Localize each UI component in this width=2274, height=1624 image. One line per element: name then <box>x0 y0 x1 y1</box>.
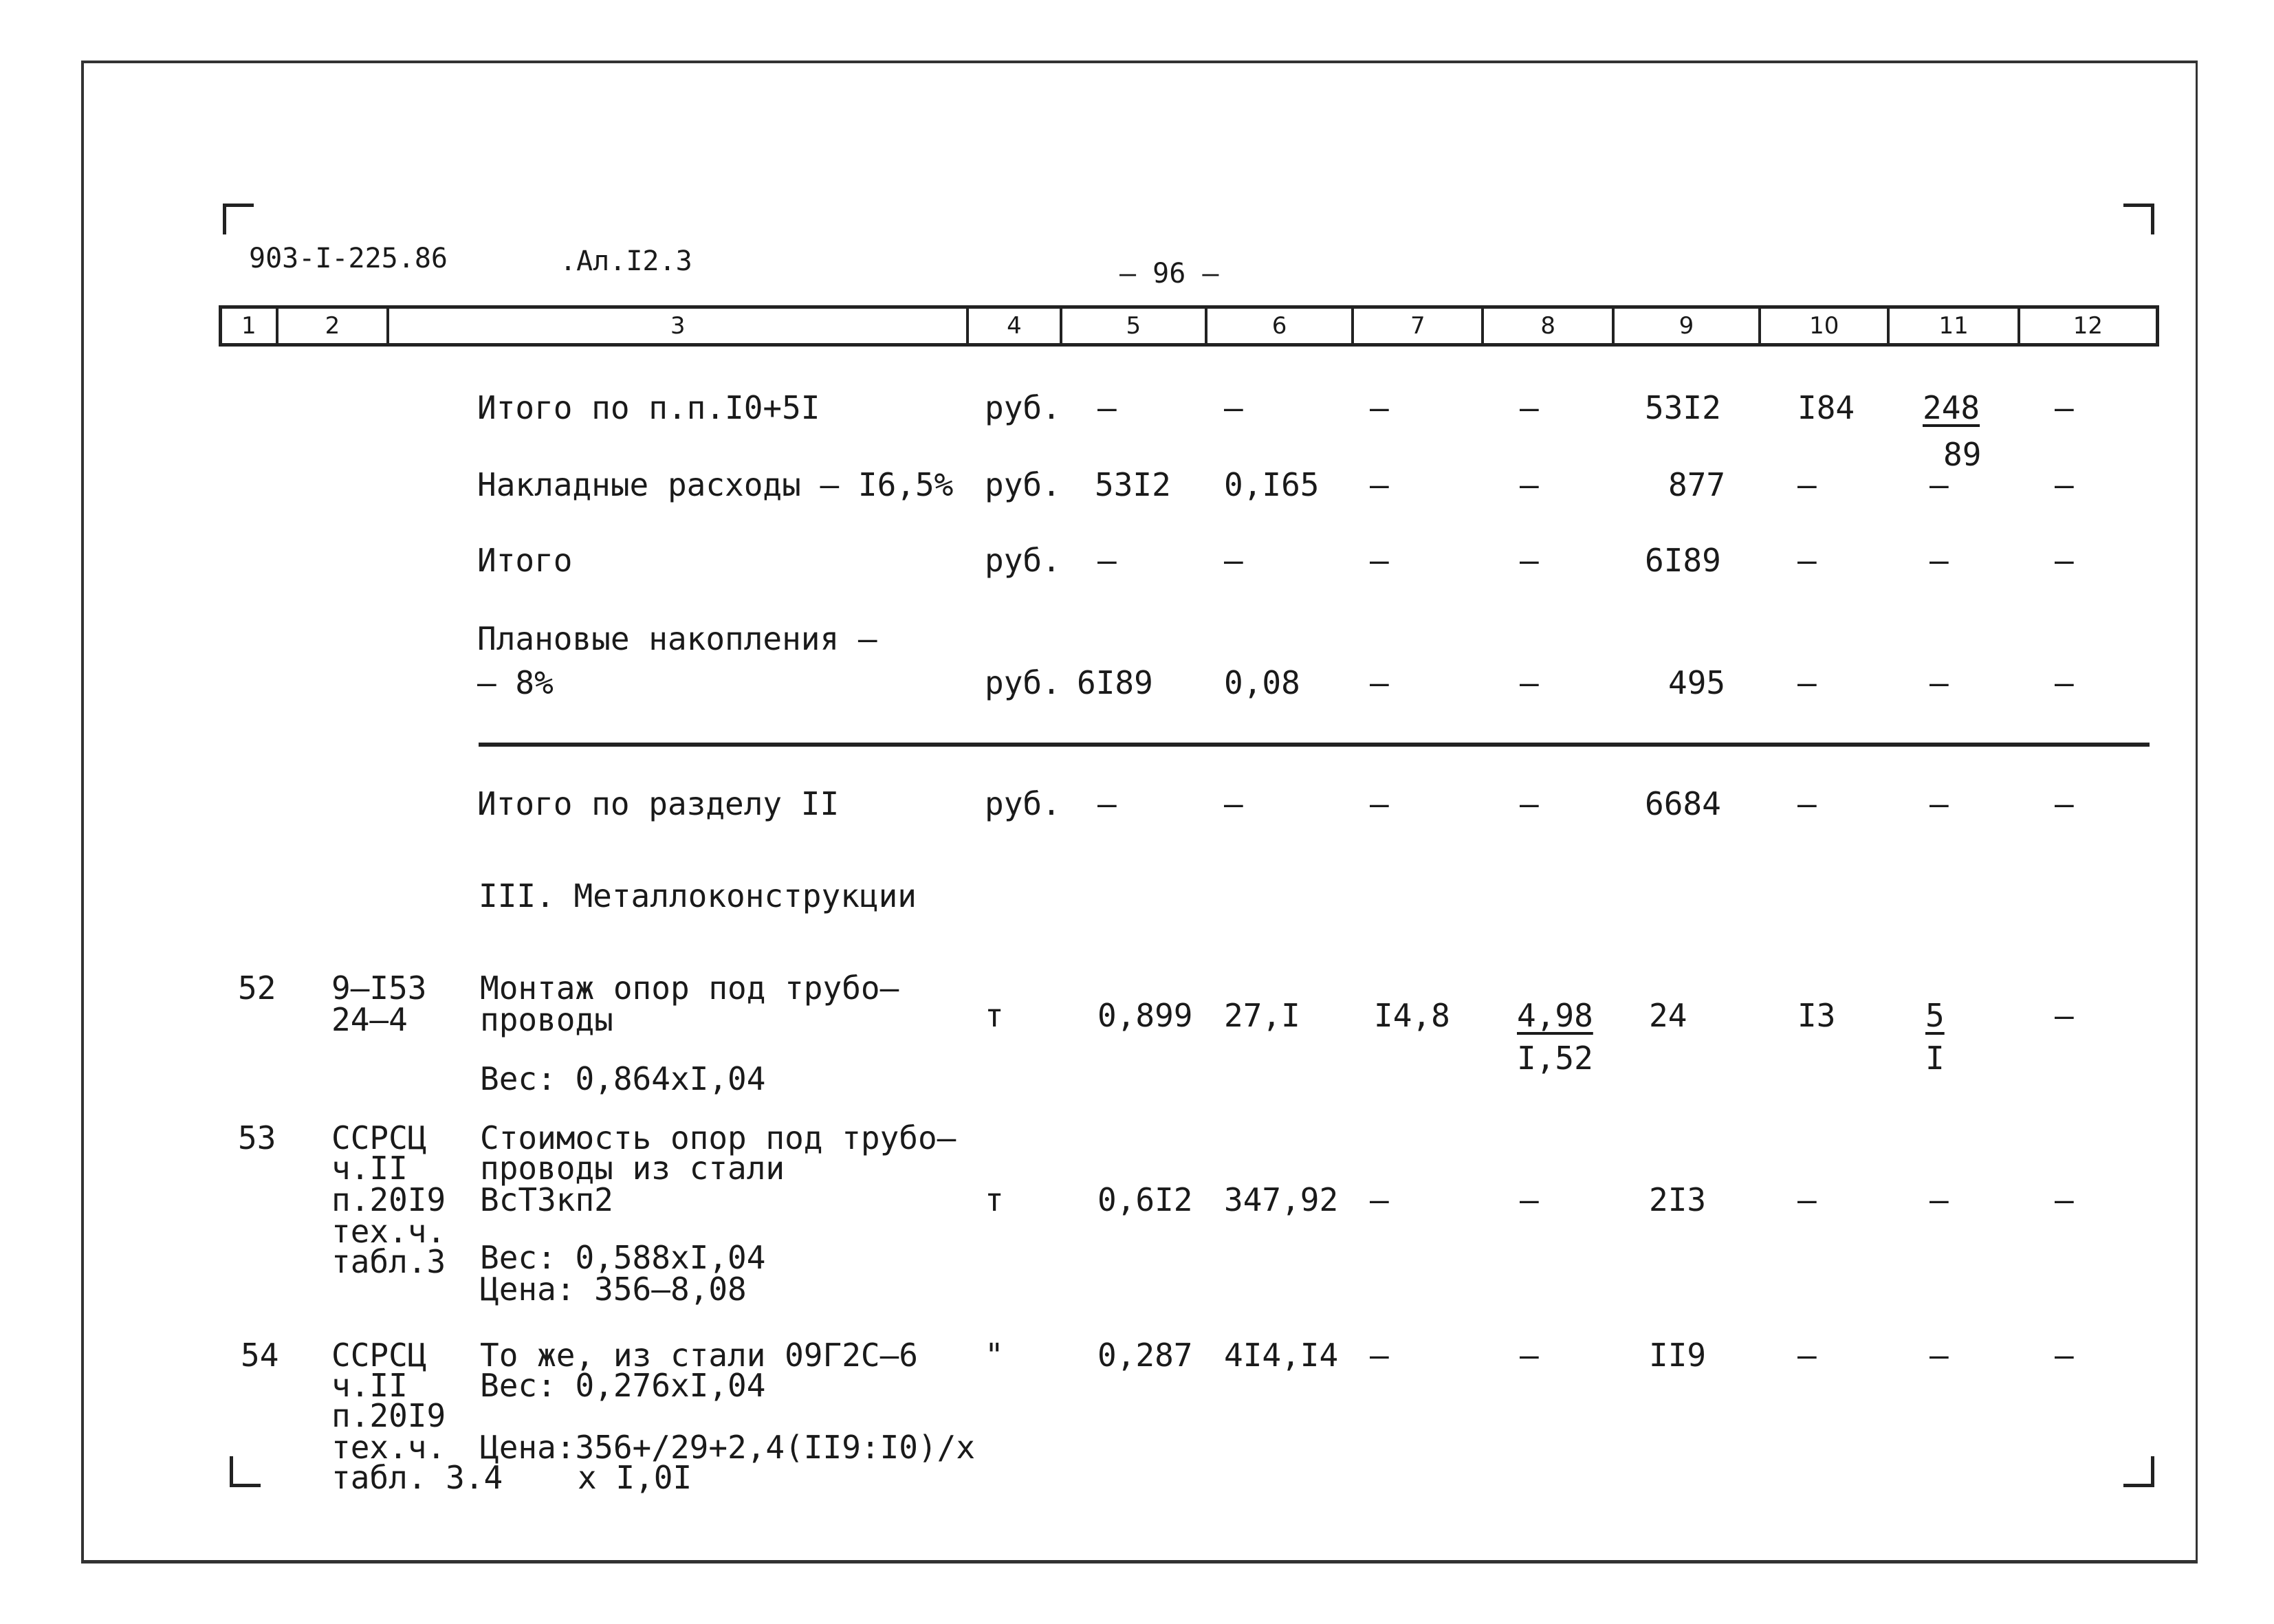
row-code: тех.ч. <box>331 1429 446 1466</box>
row-c10: I3 <box>1797 997 1836 1034</box>
row-unit: " <box>985 1337 1004 1374</box>
row-desc: ВсТ3кп2 <box>480 1181 613 1218</box>
row-unit: т <box>985 997 1004 1034</box>
row-desc: Вес: 0,276xI,04 <box>480 1367 766 1404</box>
row-note: Вес: 0,588xI,04 <box>480 1239 766 1276</box>
row-c8: – <box>1520 542 1539 579</box>
row-unit: руб. <box>985 389 1061 426</box>
row-name: Итого <box>477 542 573 579</box>
row-desc: Монтаж опор под трубо– <box>480 969 899 1007</box>
row-note: Цена: 356–8,08 <box>480 1271 747 1308</box>
row-c7: I4,8 <box>1374 997 1450 1034</box>
row-c6: 347,92 <box>1224 1181 1339 1218</box>
row-c8-sub: I,52 <box>1517 1040 1593 1077</box>
row-c7: – <box>1370 664 1389 701</box>
row-number: 54 <box>241 1337 279 1374</box>
row-unit: руб. <box>985 466 1061 503</box>
row-c5: 0,899 <box>1097 997 1193 1034</box>
col-3: 3 <box>389 309 969 343</box>
row-c8: – <box>1520 466 1539 503</box>
corner-mark-top-right <box>2123 204 2154 234</box>
row-c10: – <box>1797 785 1817 822</box>
row-name-cont: – 8% <box>477 664 554 701</box>
row-c5: 0,6I2 <box>1097 1181 1193 1218</box>
row-c12: – <box>2055 389 2074 426</box>
col-12: 12 <box>2073 312 2103 340</box>
row-code: табл.3 <box>331 1243 446 1280</box>
row-c9: II9 <box>1649 1337 1707 1374</box>
album-ref: .Ал.I2.3 <box>560 245 692 277</box>
row-code: 24–4 <box>331 1001 408 1038</box>
row-desc: Стоимость опор под трубо– <box>480 1119 956 1156</box>
col-6: 6 <box>1207 309 1354 343</box>
row-code: 9–I53 <box>331 969 427 1007</box>
row-c12: – <box>2055 1181 2074 1218</box>
row-c9: 6684 <box>1645 785 1721 822</box>
row-c11: – <box>1929 1181 1949 1218</box>
page-number: — 96 — <box>1119 258 1219 289</box>
row-name: Итого по п.п.I0+5I <box>477 389 820 426</box>
col-1: 1 <box>222 309 278 343</box>
section-divider <box>479 743 2150 747</box>
row-code: ССРСЦ <box>331 1337 427 1374</box>
row-note: Цена:356+/29+2,4(II9:I0)/x <box>480 1429 976 1466</box>
row-c8: 4,98 <box>1517 997 1593 1034</box>
row-c5: – <box>1097 389 1117 426</box>
row-c5: 0,287 <box>1097 1337 1193 1374</box>
row-unit: руб. <box>985 542 1061 579</box>
row-c10: – <box>1797 664 1817 701</box>
row-c10: I84 <box>1797 389 1855 426</box>
row-name: Итого по разделу II <box>477 785 840 822</box>
row-c12: – <box>2055 664 2074 701</box>
row-number: 53 <box>238 1119 276 1156</box>
row-c9: 53I2 <box>1645 389 1721 426</box>
row-c5: 53I2 <box>1095 466 1171 503</box>
row-c8: – <box>1520 785 1539 822</box>
row-c7: – <box>1370 466 1389 503</box>
row-c11: – <box>1929 785 1949 822</box>
row-c9: 24 <box>1649 997 1687 1034</box>
col-2: 2 <box>278 309 389 343</box>
row-desc: проводы <box>480 1001 613 1038</box>
row-c8: – <box>1520 664 1539 701</box>
corner-mark-top-left <box>223 204 254 234</box>
row-desc: То же, из стали 09Г2С–6 <box>480 1337 918 1374</box>
row-c10: – <box>1797 466 1817 503</box>
row-unit: руб. <box>985 664 1061 701</box>
section-title: III. Металлоконструкции <box>479 877 917 914</box>
row-c11: – <box>1929 466 1949 503</box>
row-c10: – <box>1797 542 1817 579</box>
col-5: 5 <box>1062 309 1207 343</box>
col-9: 9 <box>1615 309 1761 343</box>
row-note: Вес: 0,864xI,04 <box>480 1060 766 1097</box>
row-code: п.20I9 <box>331 1181 446 1218</box>
row-c8: – <box>1520 1181 1539 1218</box>
col-11: 11 <box>1890 309 2020 343</box>
row-c11: 248 <box>1923 389 1980 426</box>
row-code: тех.ч. <box>331 1213 446 1250</box>
row-name: Плановые накопления – <box>477 620 877 657</box>
row-c10: – <box>1797 1181 1817 1218</box>
row-c5: 6I89 <box>1077 664 1153 701</box>
col-7: 7 <box>1354 309 1484 343</box>
row-c6: – <box>1224 389 1243 426</box>
row-c10: – <box>1797 1337 1817 1374</box>
row-c9: 2I3 <box>1649 1181 1707 1218</box>
row-c11: – <box>1929 542 1949 579</box>
row-unit: руб. <box>985 785 1061 822</box>
column-header-row <box>219 305 2159 347</box>
col-4: 4 <box>969 309 1062 343</box>
row-code: табл. 3.4 <box>331 1459 503 1496</box>
row-c5: – <box>1097 542 1117 579</box>
row-c6: 0,I65 <box>1224 466 1320 503</box>
row-c6: – <box>1224 542 1243 579</box>
row-c9: 495 <box>1668 664 1726 701</box>
row-c9: 877 <box>1668 466 1726 503</box>
corner-mark-bottom-right <box>2123 1456 2154 1487</box>
row-code: ч.II <box>331 1150 408 1187</box>
row-desc: проводы из стали <box>480 1150 785 1187</box>
row-code: ССРСЦ <box>331 1119 427 1156</box>
row-c12: – <box>2055 785 2074 822</box>
row-name: Накладные расходы – I6,5% <box>477 466 954 503</box>
row-c6: 4I4,I4 <box>1224 1337 1339 1374</box>
row-unit: т <box>985 1181 1004 1218</box>
doc-code: 903-I-225.86 <box>249 243 448 274</box>
row-note: x I,0I <box>578 1459 692 1496</box>
corner-mark-bottom-left <box>230 1456 261 1487</box>
row-c7: – <box>1370 542 1389 579</box>
row-c8: – <box>1520 1337 1539 1374</box>
row-c7: – <box>1370 1337 1389 1374</box>
row-c12: – <box>2055 542 2074 579</box>
row-c11-sub: I <box>1925 1040 1945 1077</box>
row-c7: – <box>1370 785 1389 822</box>
row-c6: 27,I <box>1224 997 1300 1034</box>
row-c12: – <box>2055 466 2074 503</box>
row-c8: – <box>1520 389 1539 426</box>
row-c6: – <box>1224 785 1243 822</box>
row-c11: – <box>1929 1337 1949 1374</box>
row-c7: – <box>1370 1181 1389 1218</box>
col-8: 8 <box>1484 309 1614 343</box>
col-10: 10 <box>1761 309 1890 343</box>
row-c6: 0,08 <box>1224 664 1300 701</box>
row-c11-sub: 89 <box>1943 436 1982 473</box>
row-c11: – <box>1929 664 1949 701</box>
row-c12: – <box>2055 997 2074 1034</box>
row-c9: 6I89 <box>1645 542 1721 579</box>
row-c11: 5 <box>1925 997 1945 1034</box>
row-c5: – <box>1097 785 1117 822</box>
row-c12: – <box>2055 1337 2074 1374</box>
row-code: ч.II <box>331 1367 408 1404</box>
row-number: 52 <box>238 969 276 1007</box>
row-code: п.20I9 <box>331 1397 446 1434</box>
row-c7: – <box>1370 389 1389 426</box>
